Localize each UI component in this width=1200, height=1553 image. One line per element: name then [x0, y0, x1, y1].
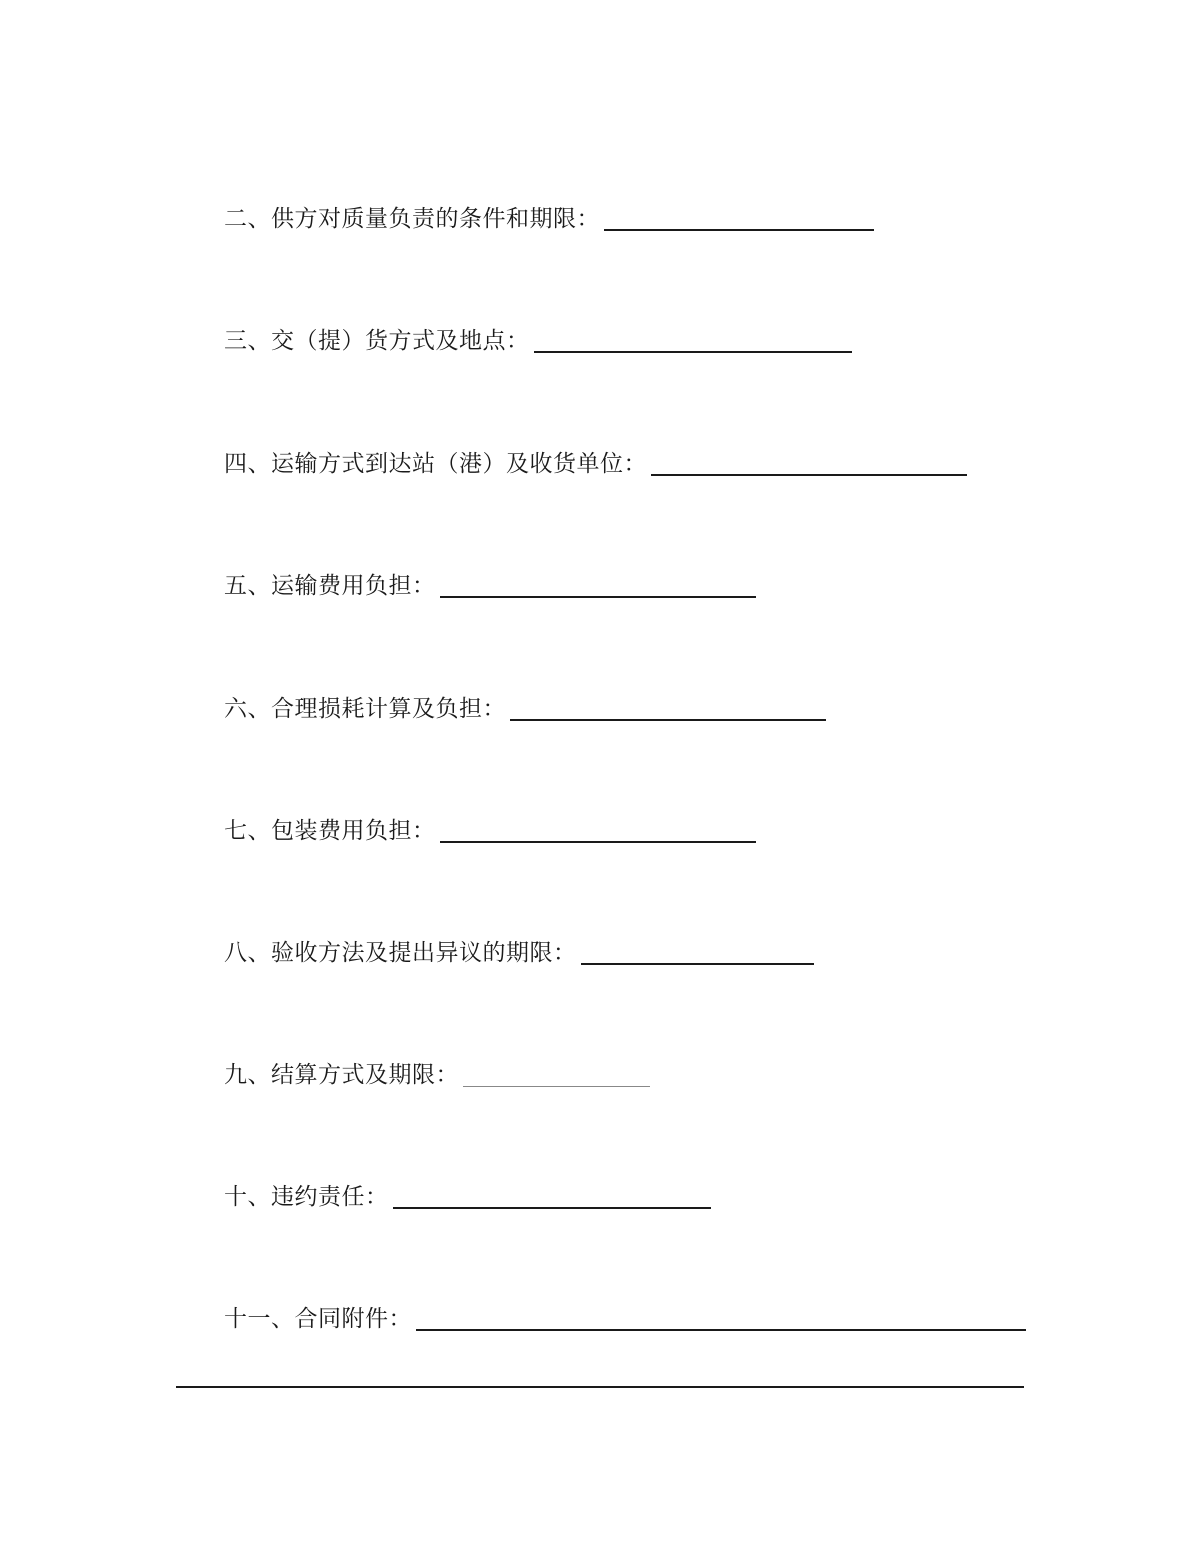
fill-in-blank[interactable]: [651, 450, 967, 476]
clause-label: 六、合理损耗计算及负担：: [224, 696, 506, 722]
clause-label: 五、运输费用负担：: [224, 573, 436, 599]
clause-delivery-method: [224, 322, 852, 356]
fill-in-blank[interactable]: [510, 695, 826, 721]
clause-label: 十一、合同附件：: [224, 1306, 412, 1332]
clause-settlement-method: [224, 1056, 650, 1090]
fill-in-blank[interactable]: [416, 1305, 1026, 1331]
fill-in-blank[interactable]: [463, 1062, 650, 1087]
clause-transport-cost: [224, 567, 756, 601]
fill-in-blank[interactable]: [440, 817, 756, 843]
clause-breach-liability: [224, 1178, 711, 1212]
clause-label: 二、供方对质量负责的条件和期限：: [224, 206, 600, 232]
clause-contract-attachments: [224, 1300, 1026, 1334]
clause-label: 八、验收方法及提出异议的期限：: [224, 940, 577, 966]
clause-quality-responsibility: [224, 200, 874, 234]
fill-in-blank[interactable]: [581, 939, 814, 965]
clause-label: 九、结算方式及期限：: [224, 1062, 459, 1088]
fill-in-blank[interactable]: [534, 327, 852, 353]
clause-packaging-cost: [224, 812, 756, 846]
clause-label: 四、运输方式到达站（港）及收货单位：: [224, 451, 647, 477]
clause-inspection-method: [224, 934, 814, 968]
fill-in-blank[interactable]: [440, 572, 756, 598]
clause-loss-calculation: [224, 690, 826, 724]
continuation-line[interactable]: [176, 1386, 1024, 1388]
clause-transport-destination: [224, 445, 967, 479]
clause-label: 三、交（提）货方式及地点：: [224, 328, 530, 354]
clause-label: 十、违约责任：: [224, 1184, 389, 1210]
clause-label: 七、包装费用负担：: [224, 818, 436, 844]
fill-in-blank[interactable]: [393, 1183, 711, 1209]
fill-in-blank[interactable]: [604, 205, 874, 231]
